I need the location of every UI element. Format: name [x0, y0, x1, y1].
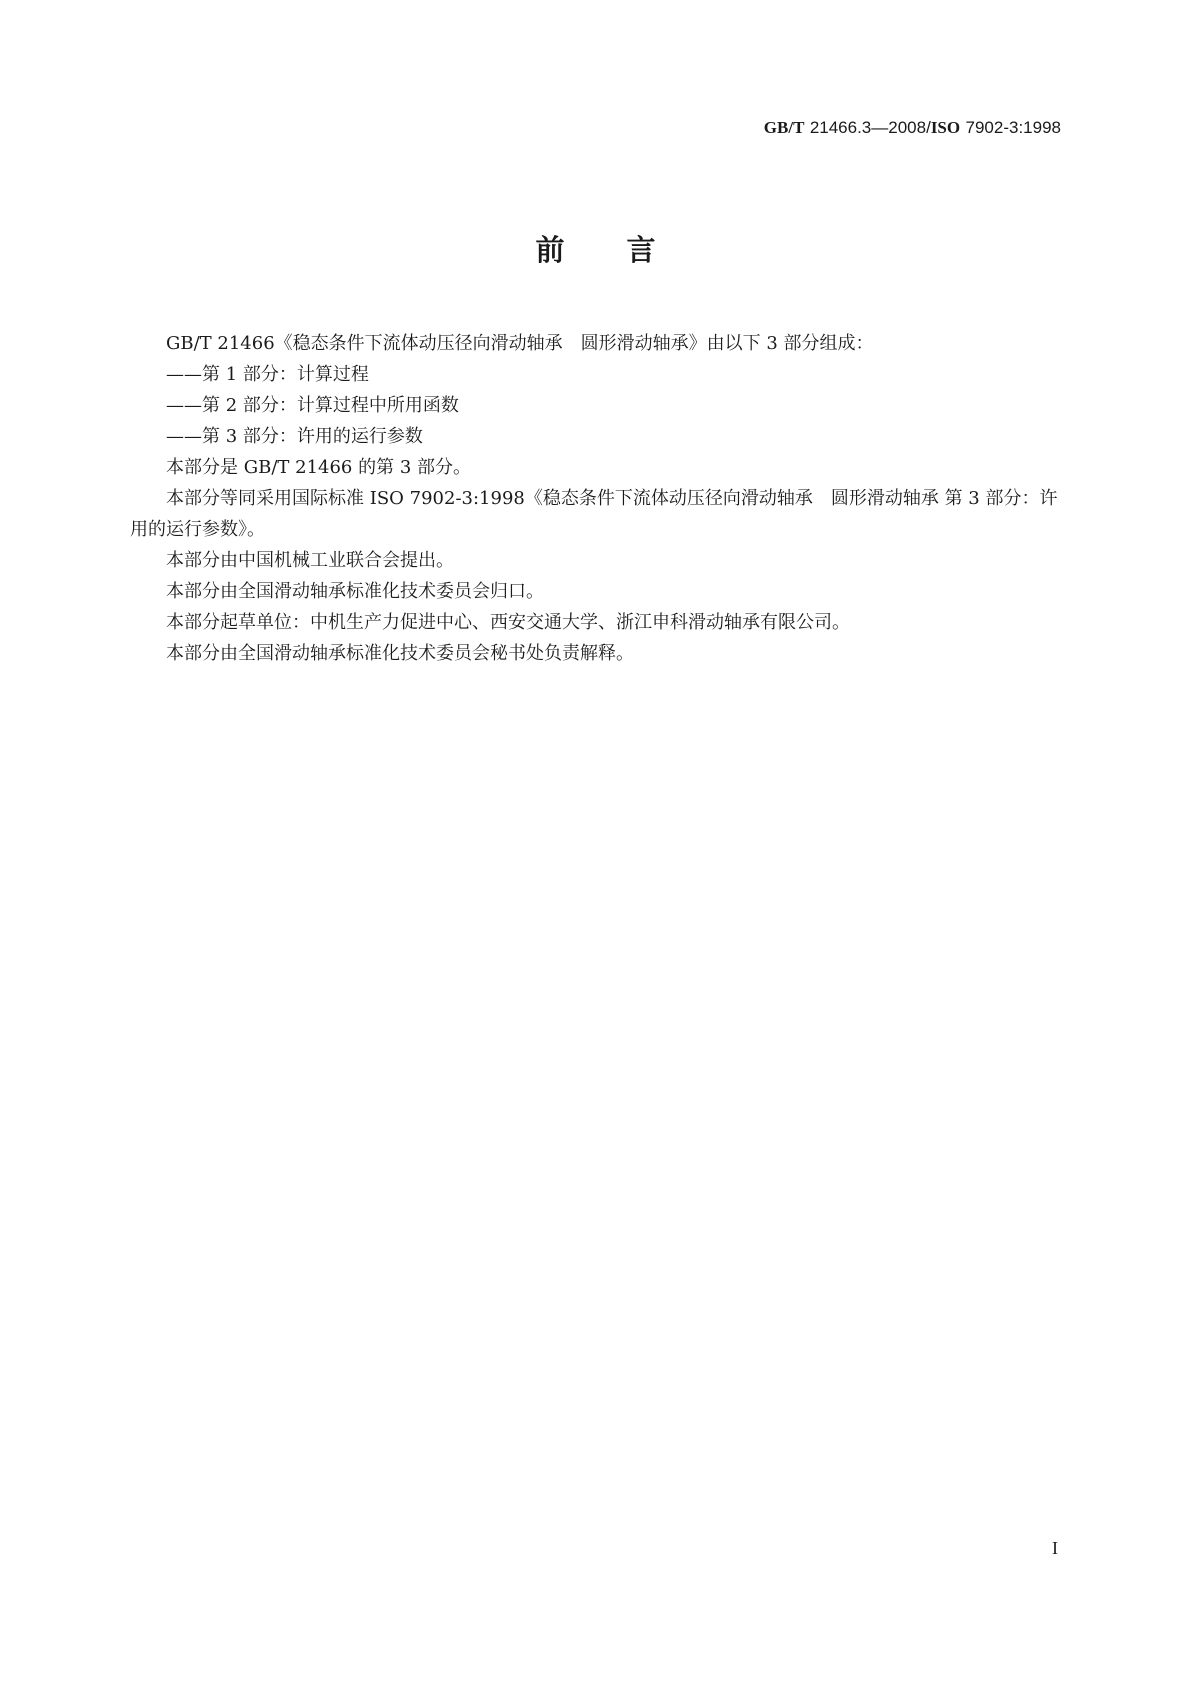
document-header — [764, 118, 1061, 138]
interpretation-paragraph: 本部分由全国滑动轴承标准化技术委员会秘书处负责解释。 — [166, 643, 634, 664]
this-part-paragraph: 本部分是 GB/T 21466 的第 3 部分。 — [166, 457, 471, 478]
drafting-units-paragraph: 本部分起草单位：中机生产力促进中心、西安交通大学、浙江申科滑动轴承有限公司。 — [166, 612, 850, 633]
standard-code: GB/T — [763, 118, 805, 137]
standard-number: 21466.3—2008/ — [809, 118, 931, 137]
page-title: 前言 — [535, 233, 718, 267]
list-item: ——第 3 部分：许用的运行参数 — [166, 426, 423, 447]
proposed-by-paragraph: 本部分由中国机械工业联合会提出。 — [166, 550, 454, 571]
adoption-paragraph: 本部分等同采用国际标准 ISO 7902-3:1998《稳态条件下流体动压径向滑动轴承 圆形滑动轴承 第 3 部分：许用的运行参数》。 — [130, 488, 1058, 540]
page-number: I — [1052, 1538, 1058, 1558]
foreword-body — [130, 328, 1060, 669]
iso-number: 7902-3:1998 — [965, 118, 1061, 137]
intro-paragraph: GB/T 21466《稳态条件下流体动压径向滑动轴承 圆形滑动轴承》由以下 3 部分组成： — [166, 333, 874, 354]
list-item: ——第 2 部分：计算过程中所用函数 — [166, 395, 459, 416]
list-item: ——第 1 部分：计算过程 — [166, 364, 369, 385]
iso-code: ISO — [930, 118, 961, 137]
centralized-by-paragraph: 本部分由全国滑动轴承标准化技术委员会归口。 — [166, 581, 544, 602]
